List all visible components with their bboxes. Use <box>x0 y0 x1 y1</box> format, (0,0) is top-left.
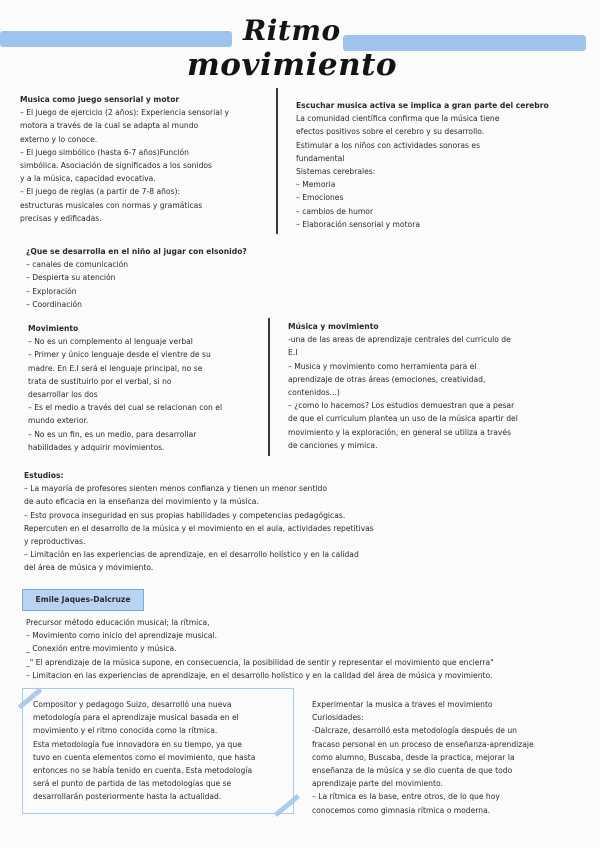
divider <box>276 88 278 234</box>
text-line: aprendizaje parte del movimiento. <box>312 779 443 789</box>
text-line: – No es un complemento al lenguaje verbal <box>28 337 193 347</box>
text-line: -una de las areas de aprendizaje centrales del curriculo de <box>288 335 511 345</box>
text-line: Esta metodología fue innovadora en su tiempo, ya que <box>33 739 242 749</box>
text-line: fundamental <box>296 153 345 163</box>
text-line: como alumno, Buscaba, desde la practica, mejorar la <box>312 752 515 762</box>
text-line: de auto eficacia en la enseñanza del movimiento y la música. <box>24 497 259 507</box>
section-escuchar <box>296 99 549 231</box>
section-heading: Movimiento <box>28 324 79 333</box>
text-line: precisas y edificadas. <box>20 213 102 223</box>
text-line: fracaso personal en un proceso de enseñanza-aprendizaje <box>312 739 534 749</box>
text-line: – Despierta su atención <box>26 273 116 283</box>
page-title-line2: movimiento <box>187 47 398 83</box>
text-line: Compositor y pedagogo Suizo, desarrolló una nueva <box>33 700 232 709</box>
section-movimiento <box>28 322 222 454</box>
text-line: – La mayoría de profesores sienten menos confianza y tienen un menor sentido <box>24 484 328 494</box>
text-line: – Esto provoca inseguridad en sus propias habilidades y competencias pedagógicas. <box>24 510 346 520</box>
text-line: E.I <box>288 348 298 358</box>
text-line: Curiosidades: <box>312 713 364 723</box>
header-accent-bar-left <box>0 31 232 47</box>
text-line: tuvo en cuenta elementos como el movimiento, que hasta <box>33 752 256 762</box>
text-line: mundo exterior. <box>28 416 89 426</box>
text-line: Repercuten en el desarrollo de la música y el movimiento en el aula, actividades repetitivas <box>24 523 374 533</box>
divider <box>268 318 270 456</box>
section-juego <box>20 93 229 225</box>
text-line: madre. En E.I será el lenguaje principal, no se <box>28 363 203 373</box>
text-line: Sistemas cerebrales: <box>296 167 376 177</box>
text-line: – Musica y movimiento como herramienta para el <box>288 361 477 371</box>
text-line: simbólica. Asociación de significados a los sonidos <box>20 161 213 171</box>
text-line: aprendizaje de otras áreas (emociones, creatividad, <box>288 374 486 384</box>
text-line: – Es el medio a través del cual se relacionan con el <box>28 403 223 413</box>
text-line: – Elaboración sensorial y motora <box>296 219 420 229</box>
text-line: – El juego de reglas (a partir de 7-8 años): <box>20 187 181 197</box>
text-line: contenidos...) <box>288 388 340 398</box>
text-line: – Limitacion en las experiencias de aprendizaje, en el desarrollo holístico y en la calidad del área de música y movimiento. <box>26 670 493 680</box>
text-line: – Memoria <box>296 180 336 190</box>
text-line: será el punto de partida de las metodologías que se <box>33 779 232 789</box>
text-line: -Dalcraze, desarrolló esta metodología después de un <box>312 726 517 736</box>
text-line: y a la música, capacidad evocativa. <box>20 174 156 184</box>
text-line: movimiento y la exploración, en general se utiliza a través <box>288 427 512 437</box>
text-line: efectos positivos sobre el cerebro y su desarrollo. <box>296 127 485 137</box>
dalcroze-label-box <box>22 589 144 611</box>
text-line: movimiento y el ritmo conocida como la rítmica. <box>33 726 218 736</box>
text-line: – Exploración <box>26 286 77 296</box>
text-line: – La rítmica es la base, entre otros, de lo que hoy <box>312 792 500 802</box>
text-line: enseñanza de la música y se dio cuenta de que todo <box>312 766 513 776</box>
section-heading: Musica como juego sensorial y motor <box>20 95 180 104</box>
text-line: externo y lo conoce. <box>20 134 98 144</box>
text-line: – Emociones <box>296 193 344 203</box>
text-line: entonces no se había tenido en cuenta. Esta metodología <box>33 766 253 776</box>
section-estudios <box>24 469 374 575</box>
section-musica-movimiento <box>288 320 518 452</box>
text-line: desarrollar los dos <box>28 390 98 400</box>
text-line: – El juego de ejercicio (2 años): Experiencia sensorial y <box>20 108 229 118</box>
text-line: conocemos como gimnasia rítmica o moderna. <box>312 805 491 815</box>
section-heading: Estudios: <box>24 471 64 480</box>
text-line: – Limitación en las experiencias de aprendizaje, en el desarrollo holístico y en la calidad <box>24 550 359 560</box>
text-line: trata de sustituirlo por el verbal, si no <box>28 376 172 386</box>
text-line: desarrollarán posteriormente hasta la actualidad. <box>33 792 222 802</box>
text-line: – cambios de humor <box>296 206 374 216</box>
text-line: _ Conexión entre movimiento y música. <box>26 644 177 654</box>
text-line: estructuras musicales con normas y gramáticas <box>20 200 203 210</box>
text-line: habilidades y adquirir movimientos. <box>28 442 165 452</box>
text-line: – El juego simbólico (hasta 6-7 años)Función <box>20 147 189 157</box>
dalcroze-label: Emile Jaques-Dalcruze <box>35 595 131 604</box>
text-line: de que el curriculum plantea un uso de la música apartir del <box>288 414 518 424</box>
text-line: La comunidad científica confirma que la música tiene <box>296 114 500 124</box>
text-line: – No es un fin, es un medio, para desarrollar <box>28 429 197 439</box>
section-heading: Música y movimiento <box>288 322 379 331</box>
text-line: – Coordinación <box>26 299 82 309</box>
section-experimentar <box>312 698 534 817</box>
text-line: Estimular a los niños con actividades sonoras es <box>296 140 481 150</box>
text-line: de canciones y mimica. <box>288 440 378 450</box>
section-desarrolla <box>26 245 247 311</box>
text-line: motora a través de la cual se adapta al mundo <box>20 121 199 131</box>
text-line: – canales de comunicación <box>26 260 129 270</box>
section-compositor <box>33 698 255 804</box>
section-heading: ¿Que se desarrolla en el niño al jugar con elsonido? <box>26 247 247 256</box>
text-line: Experimentar la musica a traves el movimiento <box>312 700 493 709</box>
text-line: metodología para el aprendizaje musical basada en el <box>33 713 239 723</box>
text-line: _" El aprendizaje de la música supone, en consecuencia, la posibilidad de sentir y representar el movimiento que encierra" <box>26 657 494 667</box>
page-title-line1: Ritmo <box>243 14 341 47</box>
text-line: – Primer y único lenguaje desde el vientre de su <box>28 350 211 360</box>
text-line: – Movimiento como inicio del aprendizaje musical. <box>26 631 218 641</box>
text-line: Precursor método educación musical; la rítmica, <box>26 618 210 627</box>
text-line: y reproductivas. <box>24 537 86 547</box>
text-line: del área de música y movimiento. <box>24 563 154 573</box>
section-dalcroze <box>26 616 494 682</box>
text-line: – ¿como lo hacemos? Los estudios demuestran que a pesar <box>288 401 515 411</box>
section-heading: Escuchar musica activa se implica a gran parte del cerebro <box>296 101 549 110</box>
